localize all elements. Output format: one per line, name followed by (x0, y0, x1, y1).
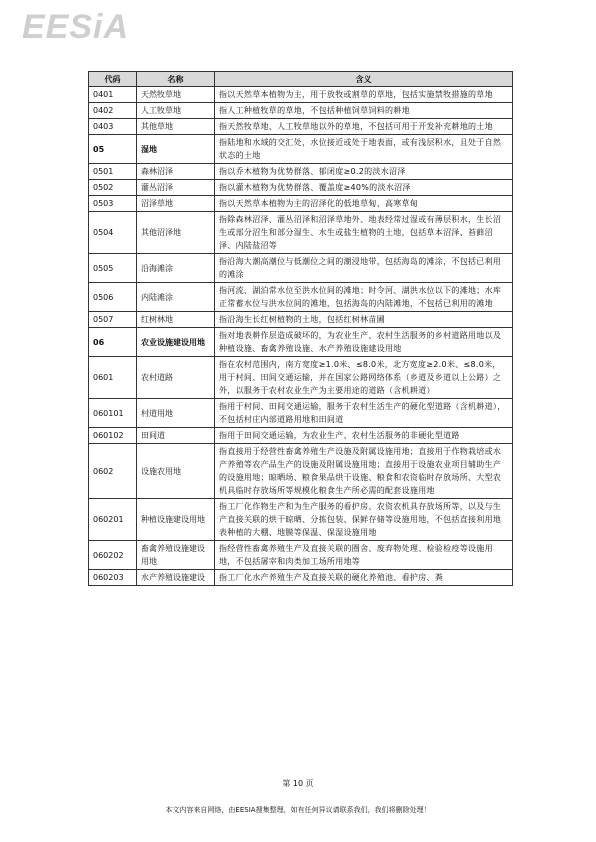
row-code: 0602 (89, 444, 137, 499)
table-row (89, 499, 513, 541)
table-row (89, 428, 513, 444)
row-name: 沼泽草地 (137, 196, 215, 212)
row-definition: 指经营性畜禽养殖生产及直接关联的圈舍、废弃物处理、检验检疫等设施用地，不包括屠宰和肉类加工场所用地等 (215, 541, 513, 570)
table-row (89, 570, 513, 586)
row-name: 其他草地 (137, 119, 215, 135)
table-row (89, 254, 513, 283)
table-row (89, 212, 513, 254)
row-name: 内陆滩涂 (137, 283, 215, 312)
land-classification-table (88, 71, 513, 586)
row-code: 060202 (89, 541, 137, 570)
table-row (89, 164, 513, 180)
row-name: 村道用地 (137, 399, 215, 428)
row-definition: 指沿海大潮高潮位与低潮位之间的潮浸地带，包括海岛的滩涂，不包括已利用的滩涂 (215, 254, 513, 283)
row-code: 05 (89, 135, 137, 164)
row-code: 060102 (89, 428, 137, 444)
row-name: 设施农用地 (137, 444, 215, 499)
row-definition: 指对地表耕作层造成破坏的，为农业生产、农村生活服务的乡村道路用地以及种植设施、畜禽养殖设施、水产养殖设施建设用地 (215, 328, 513, 357)
row-definition: 指工厂化水产养殖生产及直接关联的硬化养殖池、看护房、粪 (215, 570, 513, 586)
row-definition: 指用于村间、田间交通运输，服务于农村生活生产的硬化型道路（含机耕道），不包括村庄内部道路用地和田间道 (215, 399, 513, 428)
column-header-definition: 含义 (215, 72, 513, 87)
row-definition: 指在农村范围内，南方宽度≥1.0米、≤8.0米，北方宽度≥2.0米、≤8.0米，用于村间、田间交通运输，并在国家公路网络体系（乡道及乡道以上公路）之外，以服务于农村农业生产为主要用途的道路（含机耕道） (215, 357, 513, 399)
column-header-name: 名称 (137, 72, 215, 87)
row-code: 0502 (89, 180, 137, 196)
row-code: 0403 (89, 119, 137, 135)
row-code: 0503 (89, 196, 137, 212)
row-code: 0601 (89, 357, 137, 399)
table-row (89, 135, 513, 164)
row-name: 农村道路 (137, 357, 215, 399)
eesia-logo: EESiA (22, 8, 130, 46)
table-row (89, 180, 513, 196)
table-row (89, 444, 513, 499)
row-name: 森林沼泽 (137, 164, 215, 180)
row-definition: 指以天然草本植物为主的沼泽化的低地草甸、高寒草甸 (215, 196, 513, 212)
table-row (89, 541, 513, 570)
table-row (89, 399, 513, 428)
row-name: 农业设施建设用地 (137, 328, 215, 357)
row-code: 0507 (89, 312, 137, 328)
row-code: 060201 (89, 499, 137, 541)
table-row (89, 283, 513, 312)
row-name: 水产养殖设施建设 (137, 570, 215, 586)
row-definition: 指工厂化作物生产和为生产服务的看护房、农资农机具存放场所等，以及与生产直接关联的烘干晾晒、分拣包装、保鲜存储等设施用地，不包括直接利用地表种植的大棚、地膜等保温、保湿设施用地 (215, 499, 513, 541)
row-name: 种植设施建设用地 (137, 499, 215, 541)
row-definition: 指河流、湖泊常水位至洪水位间的滩地；时令河、湖洪水位以下的滩地；水库正常蓄水位与洪水位间的滩地，包括海岛的内陆滩地，不包括已利用的滩地 (215, 283, 513, 312)
row-name: 田间道 (137, 428, 215, 444)
table-row (89, 119, 513, 135)
table-row (89, 328, 513, 357)
row-name: 人工牧草地 (137, 103, 215, 119)
row-name: 湿地 (137, 135, 215, 164)
row-name: 天然牧草地 (137, 87, 215, 103)
row-code: 0501 (89, 164, 137, 180)
row-definition: 指以乔木植物为优势群落、郁闭度≥0.2的淡水沼泽 (215, 164, 513, 180)
table-row (89, 196, 513, 212)
row-definition: 指陆地和水域的交汇处，水位接近或处于地表面，或有浅层积水，且处于自然状态的土地 (215, 135, 513, 164)
row-definition: 指除森林沼泽、灌丛沼泽和沼泽草地外、地表经常过湿或有薄层积水，生长沼生或部分沼生和部分湿生、水生或盐生植物的土地，包括草本沼泽、苔藓沼泽、内陆盐沼等 (215, 212, 513, 254)
row-name: 沿海滩涂 (137, 254, 215, 283)
column-header-code: 代码 (89, 72, 137, 87)
row-definition: 指直接用于经营性畜禽养殖生产设施及附属设施用地；直接用于作物栽培或水产养殖等农产品生产的设施及附属设施用地；直接用于设施农业项目辅助生产的设施用地；晾晒场、粮食果品烘干设施、粮食和农资临时存放场所、大型农机具临时存放场所等规模化粮食生产所必需的配套设施用地 (215, 444, 513, 499)
row-code: 0505 (89, 254, 137, 283)
row-name: 其他沼泽地 (137, 212, 215, 254)
row-definition: 指以灌木植物为优势群落、覆盖度≥40%的淡水沼泽 (215, 180, 513, 196)
page-number: 第 10 页 (282, 779, 314, 788)
row-code: 0506 (89, 283, 137, 312)
table-row (89, 87, 513, 103)
row-name: 灌丛沼泽 (137, 180, 215, 196)
row-definition: 指以天然草本植物为主，用于放牧或割草的草地，包括实施禁牧措施的草地 (215, 87, 513, 103)
row-name: 畜禽养殖设施建设用地 (137, 541, 215, 570)
row-code: 0401 (89, 87, 137, 103)
row-definition: 指用于田间交通运输，为农业生产、农村生活服务的非硬化型道路 (215, 428, 513, 444)
row-definition: 指沿海生长红树植物的土地，包括红树林苗圃 (215, 312, 513, 328)
table-row (89, 312, 513, 328)
row-definition: 指人工种植牧草的草地，不包括种植饲草饲料的耕地 (215, 103, 513, 119)
table-header-row (89, 72, 513, 87)
row-code: 060203 (89, 570, 137, 586)
row-name: 红树林地 (137, 312, 215, 328)
row-definition: 指天然牧草地、人工牧草地以外的草地，不包括可用于开发补充耕地的土地 (215, 119, 513, 135)
row-code: 060101 (89, 399, 137, 428)
row-code: 06 (89, 328, 137, 357)
footer-disclaimer: 本文内容来自网络，由EESIA搜集整理，如有任何异议请联系我们，我们将删除处理！ (165, 806, 431, 814)
row-code: 0402 (89, 103, 137, 119)
row-code: 0504 (89, 212, 137, 254)
table-row (89, 103, 513, 119)
table-row (89, 357, 513, 399)
